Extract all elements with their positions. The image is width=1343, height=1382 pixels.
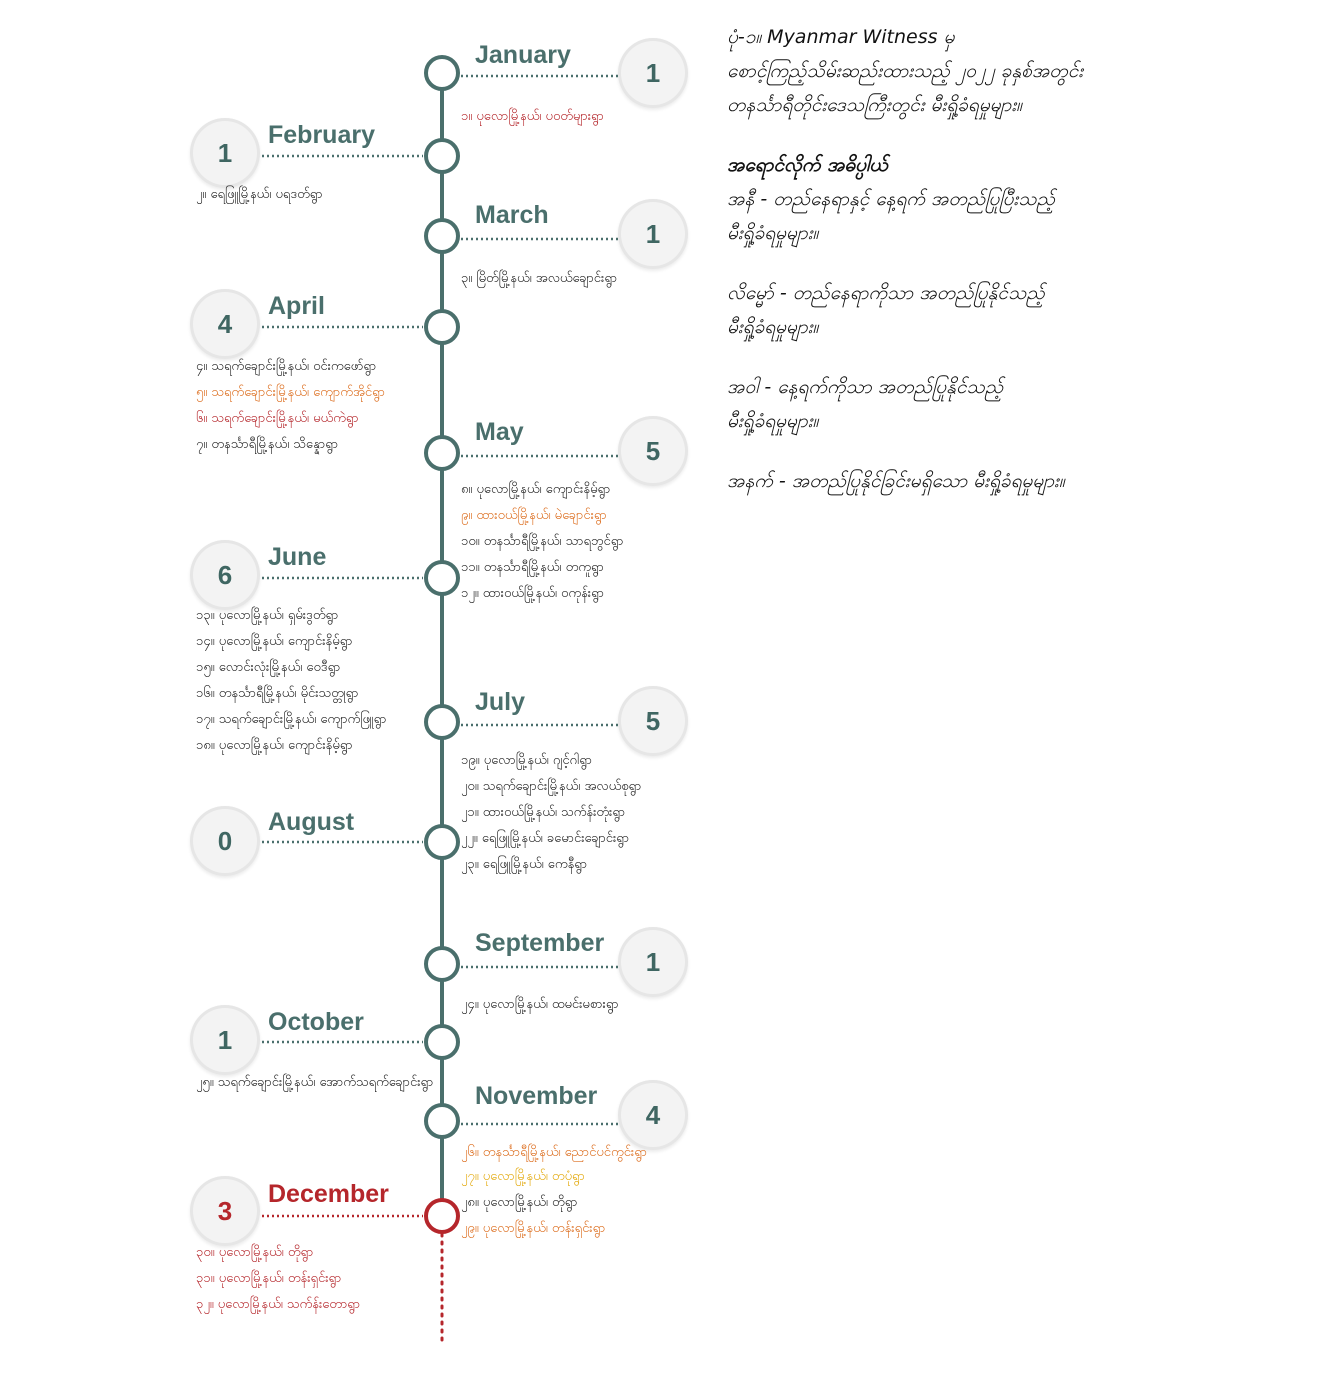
count-badge-june: 6 — [190, 540, 260, 610]
event-item: ၂၆။ တနင်္သာရီမြို့နယ်၊ ညောင်ပင်ကွင်းရွာ — [461, 1145, 648, 1160]
count-badge-august: 0 — [190, 806, 260, 876]
legend-text: မီးရှို့ခံရမှုများ။ — [727, 410, 819, 432]
event-list-may — [461, 477, 701, 607]
event-item: ၃၂။ ပုလောမြို့နယ်၊ သက်န်းတောရွာ — [196, 1297, 361, 1312]
month-label-may: May — [475, 418, 524, 446]
node-november — [426, 1105, 458, 1137]
count-badge-may: 5 — [618, 416, 688, 486]
event-item: ၁။ ပုလောမြို့နယ်၊ ပဝတ်များရွာ — [461, 109, 604, 124]
event-item: ၁၁။ တနင်္သာရီမြို့နယ်၊ တကူရွာ — [461, 560, 604, 575]
node-october — [426, 1026, 458, 1058]
event-item: ၃၁။ ပုလောမြို့နယ်၊ တန်းရှင်းရွာ — [196, 1271, 342, 1286]
legend-text: လိမ္မော် - တည်နေရာကိုသာ အတည်ပြုနိုင်သည့် — [727, 282, 1045, 304]
month-label-december: December — [268, 1180, 389, 1208]
event-item: ၃၀။ ပုလောမြို့နယ်၊ တိုရွာ — [196, 1245, 314, 1260]
legend-heading: အရောင်လိုက် အဓိပ္ပါယ် — [727, 154, 888, 176]
event-item: ၂၁။ ထားဝယ်မြို့နယ်၊ သက်န်းတုံးရွာ — [461, 805, 626, 820]
event-list-january — [461, 104, 701, 130]
legend-item-black — [727, 464, 1197, 498]
event-list-october — [196, 1070, 436, 1094]
event-item: ၂၉။ ပုလောမြို့နယ်၊ တန်းရှင်းရွာ — [461, 1221, 606, 1236]
figure-caption — [727, 20, 1197, 122]
event-item: ၂၇။ ပုလောမြို့နယ်၊ တပုံရွာ — [461, 1169, 585, 1184]
event-item: ၁၀။ တနင်္သာရီမြို့နယ်၊ သာရဘွင်ရွာ — [461, 534, 624, 549]
event-item: ၁၅။ လောင်းလုံးမြို့နယ်၊ ဝေဒီရွာ — [196, 660, 341, 675]
node-march — [426, 220, 458, 252]
event-list-june — [196, 603, 436, 759]
event-list-december — [196, 1240, 436, 1318]
event-item: ၆။ သရက်ချောင်းမြို့နယ်၊ မယ်ကဲရွာ — [196, 411, 359, 426]
node-february — [426, 140, 458, 172]
event-item: ၂၅။ သရက်ချောင်းမြို့နယ်၊ အောက်သရက်ချောင်းရွာ — [196, 1075, 434, 1090]
event-item: ၁၂။ ထားဝယ်မြို့နယ်၊ ဝကုန်းရွာ — [461, 586, 604, 601]
caption-line: စောင့်ကြည့်သိမ်းဆည်းထားသည့် ၂၀၂၂ ခုနှစ်အတွင်း — [727, 60, 1084, 82]
event-list-february — [196, 182, 436, 208]
event-list-march — [461, 266, 701, 292]
count-badge-december: 3 — [190, 1176, 260, 1246]
event-item: ၂၀။ သရက်ချောင်းမြို့နယ်၊ အလယ်စုရွာ — [461, 779, 642, 794]
event-item: ၅။ သရက်ချောင်းမြို့နယ်၊ ကျောက်အိုင်ရွာ — [196, 385, 385, 400]
node-june — [426, 562, 458, 594]
event-item: ၂၃။ ရေဖြူမြို့နယ်၊ ကေနီရွာ — [461, 857, 588, 872]
event-list-april — [196, 354, 436, 458]
month-label-october: October — [268, 1008, 364, 1036]
event-list-september — [461, 992, 701, 1018]
count-badge-march: 1 — [618, 199, 688, 269]
node-august — [426, 826, 458, 858]
node-december — [426, 1200, 458, 1232]
legend-text: အဝါ - နေ့ရက်ကိုသာ အတည်ပြုနိုင်သည့် — [727, 376, 1004, 398]
node-january — [426, 57, 458, 89]
event-item: ၁၇။ သရက်ချောင်းမြို့နယ်၊ ကျောက်ဖြူရွာ — [196, 712, 387, 727]
event-item: ၂။ ရေဖြူမြို့နယ်၊ ပရဒတ်ရွာ — [196, 187, 323, 202]
event-item: ၁၃။ ပုလောမြို့နယ်၊ ရှမ်းဒွတ်ရွာ — [196, 608, 339, 623]
month-label-november: November — [475, 1082, 598, 1110]
legend-text: မီးရှို့ခံရမှုများ။ — [727, 222, 819, 244]
legend-item-yellow — [727, 370, 1197, 438]
event-item: ၇။ တနင်္သာရီမြို့နယ်၊ သိန္နောရွာ — [196, 437, 339, 452]
caption-line: တနင်္သာရီတိုင်းဒေသကြီးတွင်း မီးရှို့ခံရမှုများ။ — [727, 94, 1022, 116]
legend-text: မီးရှို့ခံရမှုများ။ — [727, 316, 819, 338]
count-badge-september: 1 — [618, 927, 688, 997]
event-item: ၁၈။ ပုလောမြို့နယ်၊ ကျောင်းနိမ့်ရွာ — [196, 738, 353, 753]
month-label-january: January — [475, 41, 571, 69]
event-item: ၁၄။ ပုလောမြို့နယ်၊ ကျောင်းနိမ့်ရွာ — [196, 634, 353, 649]
event-item: ၃။ မြိတ်မြို့နယ်၊ အလယ်ချောင်းရွာ — [461, 271, 618, 286]
event-item: ၄။ သရက်ချောင်းမြို့နယ်၊ ဝင်းကဖော်ရွာ — [196, 359, 377, 374]
month-label-june: June — [268, 543, 327, 571]
count-badge-october: 1 — [190, 1005, 260, 1075]
month-label-august: August — [268, 808, 355, 836]
node-september — [426, 948, 458, 980]
legend-text: အနက် - အတည်ပြုနိုင်ခြင်းမရှိသော မီးရှို့ခံရမှုများ။ — [727, 470, 1065, 492]
event-item: ၁၉။ ပုလောမြို့နယ်၊ ဂျင့်ဂါရွာ — [461, 753, 593, 768]
month-label-july: July — [475, 688, 526, 716]
legend-text: အနီ - တည်နေရာနှင့် နေ့ရက် အတည်ပြုပြီးသည့် — [727, 188, 1055, 210]
event-list-november — [461, 1140, 701, 1242]
event-item: ၂၈။ ပုလောမြို့နယ်၊ တိုရွာ — [461, 1195, 578, 1210]
month-label-february: February — [268, 121, 375, 149]
caption-line: ပုံ-၁။ Myanmar Witness မှ — [727, 26, 955, 48]
legend-panel — [727, 20, 1197, 524]
count-badge-july: 5 — [618, 686, 688, 756]
legend-item-red — [727, 182, 1197, 250]
count-badge-february: 1 — [190, 118, 260, 188]
count-badge-january: 1 — [618, 38, 688, 108]
month-label-march: March — [475, 201, 549, 229]
event-item: ၁၆။ တနင်္သာရီမြို့နယ်၊ မိုင်းသတ္တုရွာ — [196, 686, 359, 701]
event-item: ၂၂။ ရေဖြူမြို့နယ်၊ ခမောင်းချောင်းရွာ — [461, 831, 630, 846]
count-badge-april: 4 — [190, 289, 260, 359]
event-item: ၂၄။ ပုလောမြို့နယ်၊ ထမင်းမစားရွာ — [461, 997, 619, 1012]
event-item: ၈။ ပုလောမြို့နယ်၊ ကျောင်းနိမ့်ရွာ — [461, 482, 611, 497]
legend-item-orange — [727, 276, 1197, 344]
month-label-april: April — [268, 292, 325, 320]
event-list-july — [461, 748, 701, 878]
node-april — [426, 311, 458, 343]
event-item: ၉။ ထားဝယ်မြို့နယ်၊ မဲချောင်းရွာ — [461, 508, 607, 523]
count-badge-november: 4 — [618, 1080, 688, 1150]
month-label-september: September — [475, 929, 605, 957]
